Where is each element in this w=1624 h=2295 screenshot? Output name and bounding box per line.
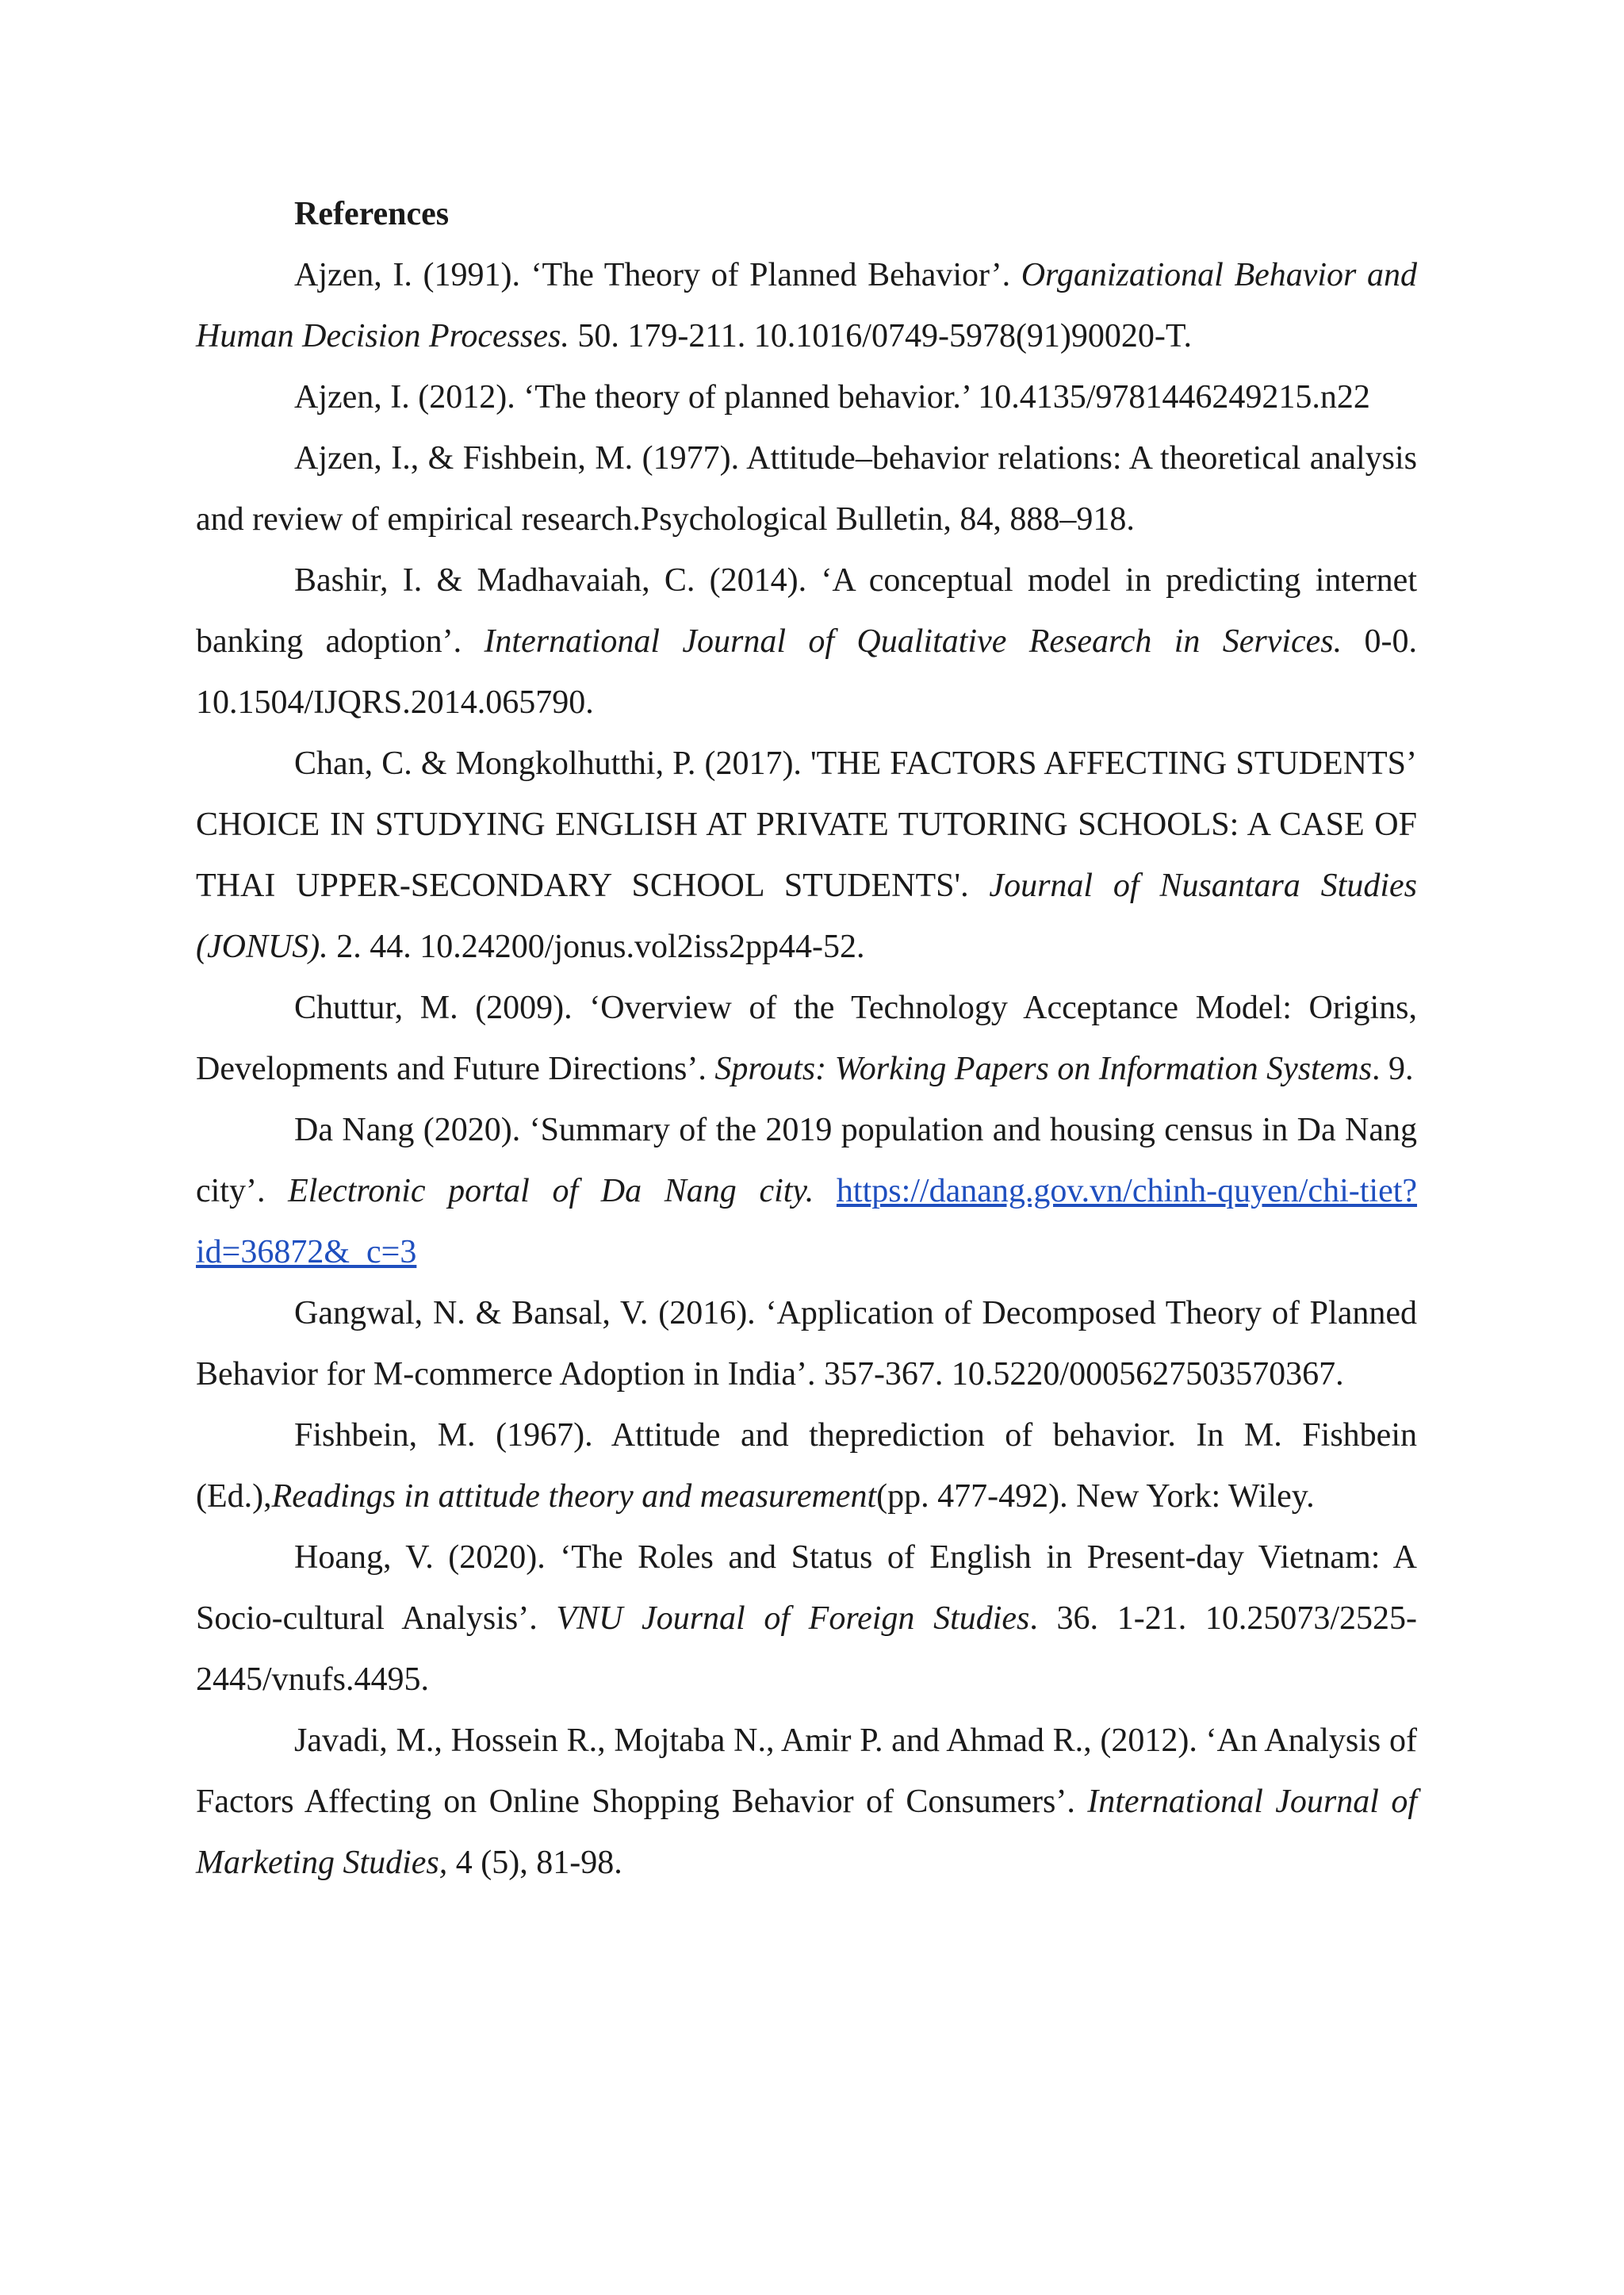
reference-javadi-2012 — [196, 1711, 1417, 1894]
reference-source: Sprouts: Working Papers on Information Systems — [714, 1051, 1373, 1087]
reference-details: 50. 179-211. 10.1016/0749-5978(91)90020-T. — [569, 318, 1192, 354]
reference-text: Chuttur, M. (2009). ‘Overview of the Technology Acceptance Model: Origins, Developments and Future Directions’. — [196, 990, 1417, 1087]
reference-text: Chan, C. & Mongkolhutthi, P. (2017). 'THE FACTORS AFFECTING STUDENTS’ CHOICE IN STUDYING ENGLISH AT PRIVATE TUTORING SCHOOLS: A CASE OF THAI UPPER-SECONDARY SCHOOL STUDENTS'. — [196, 745, 1417, 904]
reference-ajzen-2012 — [196, 367, 1417, 428]
reference-ajzen-fishbein-1977 — [196, 428, 1417, 550]
reference-hoang-2020 — [196, 1527, 1417, 1711]
reference-details — [814, 1173, 837, 1209]
references-heading: References — [294, 196, 450, 232]
reference-source: International Journal of Qualitative Research in Services. — [484, 623, 1342, 660]
reference-text: Ajzen, I. (1991). ‘The Theory of Planned Behavior’. — [294, 257, 1021, 293]
reference-da-nang-2020 — [196, 1100, 1417, 1283]
reference-fishbein-1967 — [196, 1405, 1417, 1527]
reference-source: VNU Journal of Foreign Studies — [556, 1600, 1030, 1637]
reference-source: Electronic portal of Da Nang city. — [288, 1173, 814, 1209]
reference-gangwal-2016 — [196, 1283, 1417, 1405]
reference-details: . 36. 1-21. 10.25073/2525-2445/vnufs.4495. — [196, 1600, 1417, 1698]
reference-details: 4 (5), 81-98. — [447, 1845, 622, 1881]
reference-text: Fishbein, M. (1967). Attitude and theprediction of behavior. In M. Fishbein (Ed.), — [196, 1417, 1417, 1515]
reference-text: Gangwal, N. & Bansal, V. (2016). ‘Application of Decomposed Theory of Planned Behavior for M-commerce Adoption in India’. 357-367. 10.5220/0005627503570367. — [196, 1295, 1417, 1393]
reference-source: International Journal of Marketing Studies, — [196, 1784, 1417, 1881]
reference-details: 0-0. 10.1504/IJQRS.2014.065790. — [196, 623, 1417, 721]
reference-text: Ajzen, I., & Fishbein, M. (1977). Attitude–behavior relations: A theoretical analysis and review of empirical research.Psychological Bulletin, 84, 888–918. — [196, 440, 1417, 538]
reference-source: Organizational Behavior and Human Decision Processes. — [196, 257, 1418, 354]
reference-details: (pp. 477-492). New York: Wiley. — [876, 1478, 1315, 1515]
reference-chuttur-2009 — [196, 978, 1417, 1100]
reference-source: Readings in attitude theory and measurement — [271, 1478, 877, 1515]
reference-text: Ajzen, I. (2012). ‘The theory of planned behavior.’ 10.4135/9781446249215.n22 — [294, 379, 1370, 416]
reference-text: Da Nang (2020). ‘Summary of the 2019 population and housing census in Da Nang city’. — [196, 1112, 1417, 1209]
reference-ajzen-1991 — [196, 245, 1417, 367]
reference-bashir-2014 — [196, 550, 1417, 734]
reference-link[interactable]: https://danang.gov.vn/chinh-quyen/chi-tiet?id=36872&_c=3 — [196, 1173, 1418, 1270]
reference-text: Javadi, M., Hossein R., Mojtaba N., Amir P. and Ahmad R., (2012). ‘An Analysis of Factors Affecting on Online Shopping Behavior of Consumers’. — [196, 1722, 1417, 1820]
reference-chan-2017 — [196, 734, 1417, 978]
reference-details: 2. 44. 10.24200/jonus.vol2iss2pp44-52. — [327, 929, 865, 965]
references-page — [196, 184, 1417, 1894]
reference-text: Bashir, I. & Madhavaiah, C. (2014). ‘A conceptual model in predicting internet banking adoption’. — [196, 562, 1417, 660]
reference-source: Journal of Nusantara Studies (JONUS). — [196, 868, 1417, 965]
reference-details: . 9. — [1372, 1051, 1414, 1087]
reference-text: Hoang, V. (2020). ‘The Roles and Status of English in Present-day Vietnam: A Socio-cultural Analysis’. — [196, 1539, 1417, 1637]
